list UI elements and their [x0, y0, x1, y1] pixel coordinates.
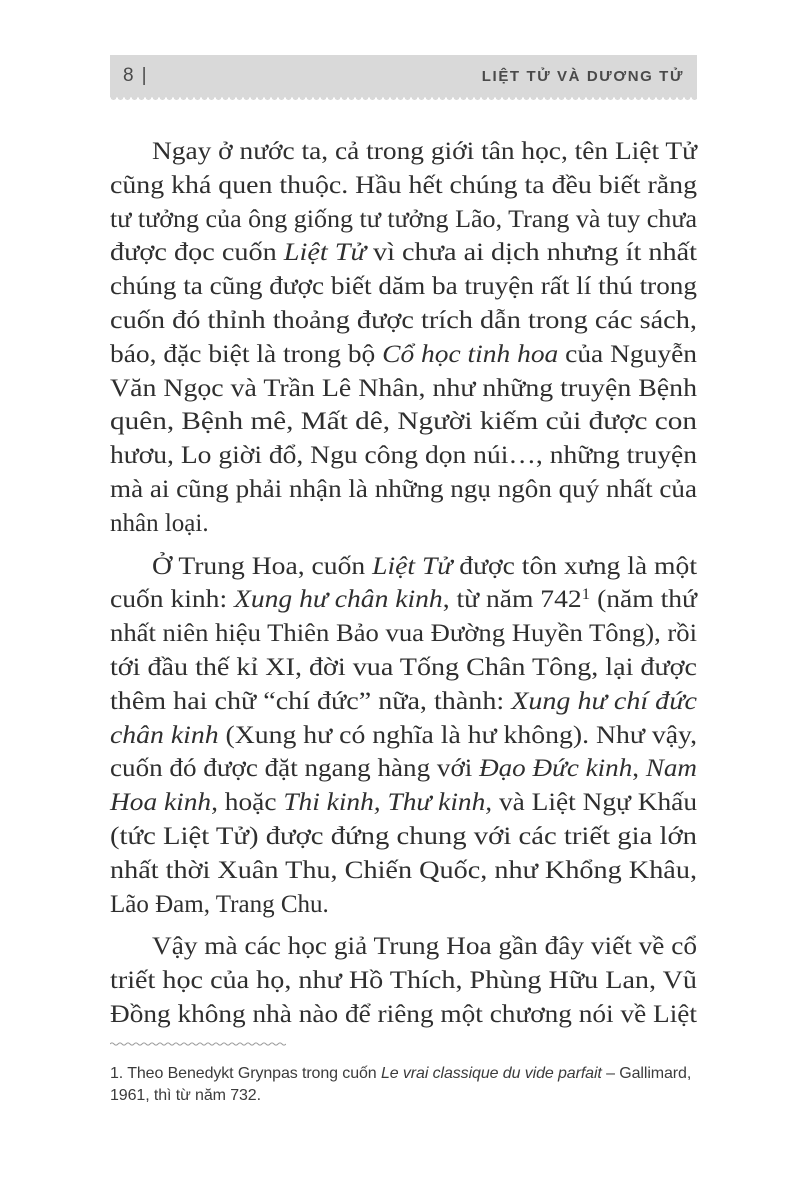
- text-line: [110, 888, 697, 922]
- text-line-content: [110, 169, 697, 203]
- italic-text: Xung hư chí đức: [511, 687, 697, 715]
- footnote-block: [110, 1041, 697, 1107]
- text-line-content: [110, 786, 697, 820]
- text-line: [110, 854, 697, 888]
- text-run: quên, Bệnh mê, Mất dê, Người kiếm củi được con: [110, 408, 697, 436]
- text-run: tư tưởng của ông giống tư tưởng Lão, Trang và tuy chưa: [110, 205, 697, 233]
- text-line: [110, 583, 697, 617]
- italic-text: Nam: [645, 755, 697, 783]
- text-line-content: [110, 236, 697, 270]
- text-line-content: [110, 203, 697, 237]
- italic-text: Hoa kinh,: [110, 789, 218, 817]
- text-line-content: [152, 550, 697, 584]
- italic-text: Le vrai classique du vide parfait: [380, 1064, 602, 1082]
- text-line: [110, 998, 697, 1032]
- text-run: mà ai cũng phải nhận là những ngụ ngôn quý nhất của: [110, 475, 697, 503]
- text-run: hoặc: [217, 789, 284, 817]
- text-line: [110, 473, 697, 507]
- text-line-content: [110, 617, 697, 651]
- text-line-content: [110, 719, 697, 753]
- page-content: [110, 0, 697, 1123]
- text-run: được tôn xưng là một: [452, 552, 697, 580]
- text-line: [110, 405, 697, 439]
- text-line-content: [110, 651, 697, 685]
- text-line: [110, 964, 697, 998]
- paragraph: [110, 550, 697, 922]
- text-line-content: [110, 685, 697, 719]
- text-line-content: [110, 820, 697, 854]
- footnote-divider-wave: [110, 1041, 286, 1047]
- text-line: [110, 507, 697, 541]
- text-run: – Gallimard, 1961, thì từ năm 732.: [110, 1064, 692, 1104]
- text-line: [110, 651, 697, 685]
- body-text: [110, 135, 697, 1032]
- text-line: [110, 270, 697, 304]
- text-line-content: [110, 338, 697, 372]
- running-title: LIỆT TỬ VÀ DƯƠNG TỬ: [481, 67, 684, 85]
- text-line: [110, 372, 697, 406]
- text-run: (tức Liệt Tử) được đứng chung với các triết gia lớn: [110, 822, 697, 850]
- text-run: thêm hai chữ “chí đức” nữa, thành:: [110, 687, 512, 715]
- text-run: được đọc cuốn: [110, 239, 284, 267]
- text-run: (Xung hư có nghĩa là hư không). Như vậy,: [218, 721, 698, 749]
- text-run: 1. Theo Benedykt Grynpas trong cuốn: [110, 1064, 381, 1082]
- text-run: của Nguyễn: [558, 340, 697, 368]
- text-run: báo, đặc biệt là trong bộ: [110, 340, 383, 368]
- text-line: [110, 338, 697, 372]
- text-line-content: [110, 372, 697, 406]
- text-run: cũng khá quen thuộc. Hầu hết chúng ta đều biết rằng: [110, 171, 697, 199]
- italic-text: Liệt Tử: [372, 552, 453, 580]
- text-line: [110, 752, 697, 786]
- text-line: [110, 203, 697, 237]
- text-line-content: [110, 752, 697, 786]
- text-line: [110, 439, 697, 473]
- text-run: cuốn đó thỉnh thoảng được trích dẫn trong các sách,: [110, 306, 697, 334]
- text-run: ,: [632, 755, 646, 783]
- italic-text: Liệt Tử: [283, 239, 366, 267]
- text-run: Đồng không nhà nào để riêng một chương nói về Liệt: [110, 1000, 697, 1028]
- text-line: [110, 685, 697, 719]
- text-line-content: [110, 304, 697, 338]
- text-run: vì chưa ai dịch nhưng ít nhất: [365, 239, 697, 267]
- text-run: nhất niên hiệu Thiên Bảo vua Đường Huyền Tông), rồi: [110, 620, 697, 648]
- text-line-content: [110, 583, 697, 617]
- text-line: [110, 169, 697, 203]
- text-run: nhất thời Xuân Thu, Chiến Quốc, như Khổng Khâu,: [110, 856, 697, 884]
- text-run: (năm thứ: [590, 586, 697, 614]
- text-line-content: [152, 930, 697, 964]
- italic-text: Thi kinh, Thư kinh,: [283, 789, 493, 817]
- text-run: triết học của họ, như Hồ Thích, Phùng Hữu Lan, Vũ: [110, 967, 697, 995]
- text-run: chúng ta cũng được biết dăm ba truyện rất lí thú trong: [110, 273, 697, 301]
- text-line-content: [110, 270, 697, 304]
- text-run: hươu, Lo giời đổ, Ngu công dọn núi…, những truyện: [110, 442, 697, 470]
- footnote-ref: 1: [581, 586, 591, 604]
- text-line: [110, 786, 697, 820]
- footnote-text: [110, 1063, 697, 1107]
- text-run: Ngay ở nước ta, cả trong giới tân học, tên Liệt Tử: [152, 138, 697, 165]
- text-run: , từ năm 742: [442, 586, 582, 614]
- text-run: tới đầu thế kỉ XI, đời vua Tống Chân Tông, lại được: [110, 653, 697, 681]
- italic-text: Cổ học tinh hoa: [382, 340, 559, 368]
- paragraph: [110, 135, 697, 541]
- text-line: [110, 550, 697, 584]
- text-line: [110, 135, 697, 169]
- text-line-content: [110, 507, 209, 541]
- text-line-content: [110, 405, 697, 439]
- text-line-content: [110, 854, 697, 888]
- text-run: và Liệt Ngự Khấu: [492, 789, 697, 817]
- italic-text: Xung hư chân kinh: [234, 586, 443, 614]
- text-line: [110, 930, 697, 964]
- header-separator: |: [141, 65, 147, 86]
- text-line: [110, 617, 697, 651]
- text-line: [110, 820, 697, 854]
- italic-text: chân kinh: [110, 721, 219, 749]
- text-line-content: [110, 964, 697, 998]
- text-line: [110, 304, 697, 338]
- paragraph: [110, 930, 697, 1031]
- text-run: Ở Trung Hoa, cuốn: [152, 552, 373, 580]
- text-run: cuốn đó được đặt ngang hàng với: [110, 755, 480, 783]
- text-line: [110, 236, 697, 270]
- text-run: Văn Ngọc và Trần Lê Nhân, như những truyện Bệnh: [110, 374, 697, 402]
- italic-text: Đạo Đức kinh: [479, 755, 633, 783]
- text-line: [110, 719, 697, 753]
- text-line-content: [110, 439, 697, 473]
- text-line-content: [110, 888, 329, 922]
- text-run: nhân loại.: [110, 509, 209, 537]
- text-line-content: [152, 135, 697, 169]
- text-line-content: [110, 998, 697, 1032]
- text-run: Lão Đam, Trang Chu.: [110, 890, 329, 918]
- page-number: 8: [123, 65, 134, 86]
- page-header: [110, 55, 697, 97]
- text-run: cuốn kinh:: [110, 586, 235, 614]
- text-line-content: [110, 473, 697, 507]
- text-run: Vậy mà các học giả Trung Hoa gần đây viết về cổ: [152, 933, 697, 961]
